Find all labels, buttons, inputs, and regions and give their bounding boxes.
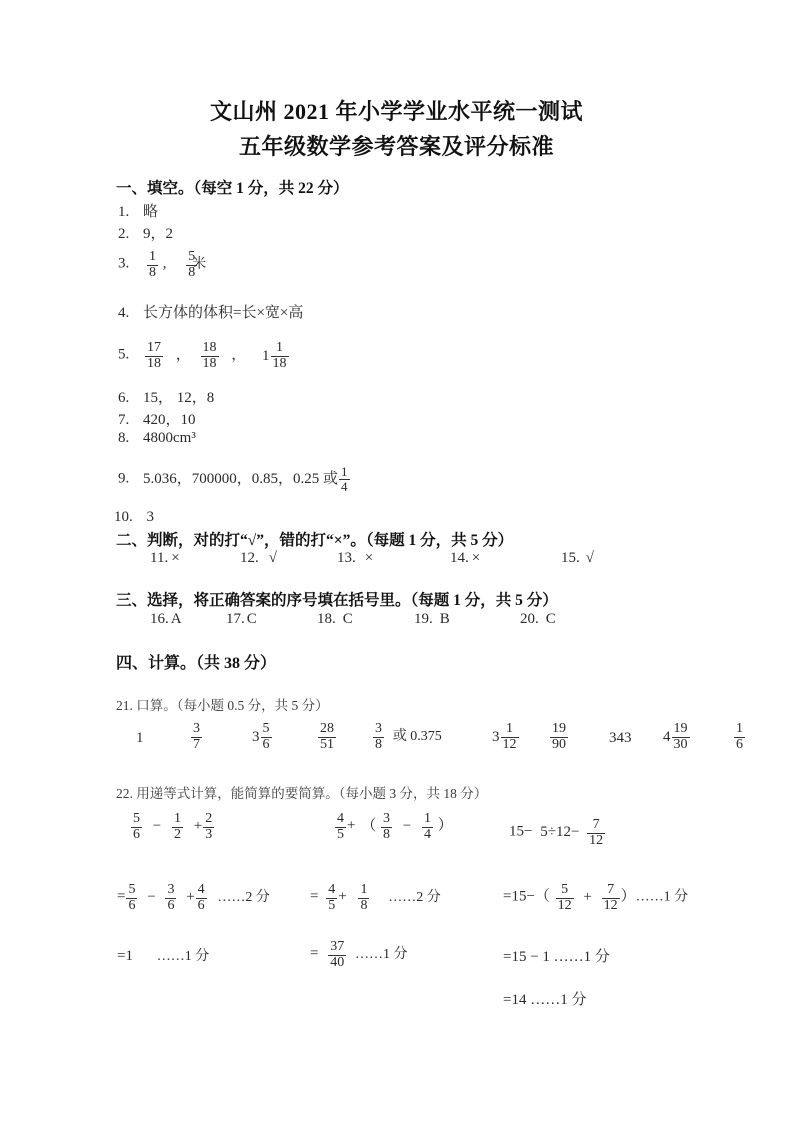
fill-in-item-7 <box>118 408 196 429</box>
fraction-denominator: 18 <box>147 355 161 371</box>
fill-in-item-6 <box>118 386 214 407</box>
answer-mark: × <box>171 550 180 566</box>
mixed-fraction-part <box>271 341 289 372</box>
fill-in-item-5-number: 5. <box>118 346 130 363</box>
fraction-denominator: 2 <box>173 826 181 842</box>
mixed-number-three-and-one-twelfth <box>492 722 520 753</box>
fraction-denominator: 8 <box>149 264 156 280</box>
fill-in-item-4-answer: 长方体的体积=长×宽×高 <box>143 305 304 321</box>
fraction-denominator: 6 <box>128 897 136 913</box>
fraction-numerator: 19 <box>552 721 566 736</box>
fraction-denominator: 8 <box>188 264 196 280</box>
fraction-numerator: 4 <box>328 882 336 897</box>
mixed-whole-part: 1 <box>262 348 270 365</box>
fraction-denominator: 5 <box>328 897 336 913</box>
fraction-numerator: 3 <box>382 811 390 826</box>
fraction-numerator: 5 <box>128 882 136 897</box>
fraction-two-thirds <box>203 812 214 843</box>
fill-in-item-3-number: 3. <box>118 255 130 272</box>
fraction-numerator: 1 <box>173 811 181 826</box>
fraction-denominator: 6 <box>167 897 175 913</box>
answer-number: 18. <box>317 611 336 627</box>
page-title-line-1: 文山州 2021 年小学学业水平统一测试 <box>209 99 583 124</box>
operand-five-divided-twelve-minus: 5÷12− <box>540 823 580 840</box>
fraction-thirty-seven-fortieths <box>328 940 346 971</box>
fill-in-item-9 <box>118 465 351 494</box>
result-line: =15 − 1 ……1 分 <box>503 949 610 965</box>
mixed-fraction-part <box>261 722 272 753</box>
answer-value: 343 <box>609 730 632 746</box>
fraction-denominator: 3 <box>205 826 213 842</box>
fill-in-item-1 <box>118 200 158 221</box>
fraction-numerator: 7 <box>587 818 605 834</box>
fill-in-item-8 <box>118 430 196 447</box>
fraction-three-sevenths <box>191 722 202 753</box>
mixed-whole-part: 4 <box>663 729 671 746</box>
answer-number: 12. <box>240 550 259 566</box>
q22-col3-line1 <box>509 818 606 849</box>
fraction-denominator: 18 <box>272 355 287 371</box>
section-heading-fill-in: 一、填空。（每空 1 分，共 22 分） <box>116 180 349 197</box>
operand-fifteen-minus: 15− <box>509 823 533 840</box>
q22-col3-line4 <box>503 988 586 1009</box>
fraction-numerator: 1 <box>271 341 289 357</box>
fraction-numerator: 1 <box>736 721 743 736</box>
fraction-numerator: 7 <box>602 883 620 899</box>
fill-in-item-8-number: 8. <box>118 430 130 446</box>
fraction-denominator: 40 <box>330 954 345 970</box>
fill-in-item-4 <box>118 301 303 322</box>
fraction-denominator: 6 <box>197 897 205 913</box>
fraction-three-eighths <box>373 722 384 753</box>
fill-in-item-3 <box>118 250 206 281</box>
fraction-twenty-eight-fifty-firsts <box>318 722 336 753</box>
answer-choice: C <box>545 611 556 627</box>
fill-in-item-5 <box>118 341 290 372</box>
operator-plus: + <box>193 817 203 834</box>
equals-sign: = <box>117 888 126 905</box>
fill-in-item-1-answer: 略 <box>143 204 159 220</box>
fraction-numerator: 1 <box>360 882 368 897</box>
fraction-numerator: 3 <box>193 721 200 736</box>
q21-answer-3 <box>252 722 273 753</box>
fraction-denominator: 8 <box>375 736 382 752</box>
page-title-line-2: 五年级数学参考答案及评分标准 <box>238 134 554 159</box>
fraction-numerator: 5 <box>262 721 270 736</box>
fill-in-item-2-number: 2. <box>118 226 130 242</box>
fill-in-item-10-number: 10. <box>114 509 133 525</box>
true-false-answer-15 <box>561 550 594 567</box>
choice-answer-20 <box>520 611 556 628</box>
fraction-denominator: 12 <box>557 897 572 913</box>
operator-minus: − <box>152 817 162 834</box>
fraction-numerator: 2 <box>205 811 213 826</box>
operator-minus: − <box>402 817 412 834</box>
fraction-denominator: 12 <box>502 736 517 752</box>
mixed-number-four-and-nineteen-thirtieths <box>663 722 691 753</box>
fraction-denominator: 7 <box>193 736 200 752</box>
choice-answer-19 <box>414 611 450 628</box>
fraction-denominator: 6 <box>133 826 140 842</box>
fraction-numerator: 17 <box>147 340 161 355</box>
q22-col3-line3 <box>503 945 610 966</box>
q22-col1-line3 <box>117 945 209 965</box>
mixed-whole-part: 3 <box>492 729 500 746</box>
answer-number: 19. <box>414 611 433 627</box>
q21-answer-2 <box>190 722 203 753</box>
expression-prefix: =15−（ <box>503 888 550 905</box>
fill-in-item-4-number: 4. <box>118 305 130 321</box>
q21-answer-6 <box>492 722 520 753</box>
fraction-denominator: 30 <box>673 736 688 752</box>
fraction-seven-twelfths <box>602 883 620 914</box>
question-22-label: 22. 用递等式计算，能简算的要简算。（每小题 3 分，共 18 分） <box>116 786 488 801</box>
fraction-nineteen-ninetieths <box>550 722 568 753</box>
score-annotation: ……2 分 <box>217 889 270 905</box>
fraction-four-fifths <box>326 883 337 914</box>
fraction-one-quarter <box>422 812 433 843</box>
fraction-numerator: 37 <box>330 939 345 954</box>
fill-in-item-10 <box>114 509 154 526</box>
result-line: =14 ……1 分 <box>503 992 587 1008</box>
fraction-four-sixths <box>196 883 207 914</box>
answer-choice: B <box>439 611 450 627</box>
fraction-denominator: 8 <box>382 826 390 842</box>
fill-in-item-2 <box>118 222 173 243</box>
q22-col2-line1 <box>334 812 453 843</box>
fraction-eighteen-eighteenths <box>201 341 219 372</box>
fraction-seven-twelfths <box>587 818 605 849</box>
fraction-numerator: 28 <box>320 721 334 736</box>
q22-col1-line1 <box>130 812 215 843</box>
mixed-number-one-and-one-eighteenth <box>262 341 290 372</box>
mixed-fraction-part <box>672 722 690 753</box>
fraction-numerator: 5 <box>188 249 196 264</box>
operator-plus: + <box>583 888 592 905</box>
q22-col2-line2 <box>310 883 441 914</box>
fraction-denominator: 51 <box>320 736 334 752</box>
fill-in-item-6-answer: 15， 12，8 <box>143 390 215 406</box>
fraction-one-quarter <box>339 465 350 494</box>
fraction-denominator: 4 <box>341 478 348 494</box>
section-heading-choice: 三、选择，将正确答案的序号填在括号里。（每题 1 分，共 5 分） <box>116 592 558 609</box>
fraction-numerator: 4 <box>337 811 344 826</box>
right-parenthesis: ） <box>437 817 453 834</box>
fraction-numerator: 1 <box>341 464 348 479</box>
fraction-five-sixths <box>126 883 137 914</box>
true-false-answer-14 <box>450 550 480 567</box>
fill-in-item-2-answer: 9，2 <box>143 226 174 242</box>
q21-answer-1 <box>136 730 144 747</box>
fraction-denominator: 4 <box>423 826 431 842</box>
q22-col3-line2 <box>503 883 688 914</box>
left-parenthesis: （ <box>361 817 377 834</box>
fill-in-item-6-number: 6. <box>118 390 130 406</box>
fraction-four-fifths <box>335 812 346 843</box>
operator-minus: − <box>147 888 156 905</box>
fraction-three-eighths <box>381 812 392 843</box>
score-annotation: ……1 分 <box>635 889 689 905</box>
fraction-numerator: 5 <box>133 811 140 826</box>
q21-answer-5-alternative: 或 0.375 <box>392 728 442 744</box>
choice-answer-18 <box>317 611 353 628</box>
answer-choice: C <box>342 611 353 627</box>
fraction-numerator: 3 <box>167 882 175 897</box>
fraction-numerator: 5 <box>556 883 574 899</box>
choice-answer-16 <box>150 611 182 628</box>
fraction-denominator: 5 <box>337 826 344 842</box>
fill-in-item-5-separator-1: ， <box>175 346 191 363</box>
operator-plus: + <box>338 888 347 905</box>
answer-number: 15. <box>561 550 580 566</box>
fill-in-item-10-answer: 3 <box>146 509 154 525</box>
fraction-one-eighth <box>358 883 369 914</box>
true-false-answer-12 <box>240 550 277 567</box>
mixed-number-three-and-five-sixths <box>252 722 273 753</box>
fraction-numerator: 19 <box>673 721 688 736</box>
fraction-three-sixths <box>165 883 176 914</box>
equals-sign: = <box>310 945 319 962</box>
fill-in-item-9-number: 9. <box>118 470 130 487</box>
equals-sign: = <box>310 888 319 905</box>
fraction-one-half <box>172 812 183 843</box>
answer-number: 17. <box>226 611 245 627</box>
fraction-one-eighth <box>147 250 158 281</box>
fraction-numerator: 1 <box>149 249 156 264</box>
result-value: =1 <box>117 948 133 964</box>
unit-meter: 米 <box>192 256 207 272</box>
fraction-numerator: 3 <box>375 721 382 736</box>
q21-answer-8 <box>609 730 632 747</box>
fraction-denominator: 18 <box>202 355 217 371</box>
fraction-numerator: 1 <box>501 722 519 738</box>
operator-plus: + <box>186 888 195 905</box>
fill-in-item-8-answer: 4800cm³ <box>143 430 196 446</box>
answer-mark: × <box>471 550 481 566</box>
answer-number: 14. <box>450 550 469 566</box>
q21-answer-9 <box>663 722 691 753</box>
fraction-denominator: 12 <box>589 832 604 848</box>
answer-number: 11. <box>150 550 169 566</box>
fraction-numerator: 1 <box>423 811 431 826</box>
answer-value: 1 <box>136 730 144 746</box>
fraction-one-sixth <box>734 722 745 753</box>
true-false-answer-11 <box>150 550 180 567</box>
fraction-denominator: 90 <box>552 736 566 752</box>
answer-number: 20. <box>520 611 539 627</box>
fraction-five-twelfths <box>556 883 574 914</box>
score-annotation: ……1 分 <box>156 949 210 964</box>
fraction-five-sixths <box>131 812 142 843</box>
answer-choice: A <box>170 611 182 627</box>
choice-answer-17 <box>226 611 257 628</box>
fill-in-item-5-separator-2: ， <box>231 346 247 363</box>
fraction-denominator: 12 <box>603 897 618 913</box>
answer-mark: √ <box>585 550 594 566</box>
q21-answer-10 <box>733 722 746 753</box>
fraction-numerator: 4 <box>197 882 205 897</box>
fill-in-item-3-separator: , <box>162 255 167 272</box>
true-false-answer-13 <box>337 550 373 567</box>
right-parenthesis: ） <box>620 888 636 905</box>
fill-in-item-7-answer: 420，10 <box>143 412 196 428</box>
answer-mark: √ <box>268 550 277 566</box>
score-annotation: ……2 分 <box>388 889 441 905</box>
section-heading-true-false: 二、判断，对的打“√”，错的打“×”。（每题 1 分，共 5 分） <box>116 532 514 549</box>
answer-number: 16. <box>150 611 169 627</box>
fraction-denominator: 6 <box>262 736 270 752</box>
question-21-label: 21. 口算。（每小题 0.5 分，共 5 分） <box>116 698 329 713</box>
q21-answer-4 <box>317 722 337 753</box>
fill-in-item-1-number: 1. <box>118 204 130 220</box>
score-annotation: ……1 分 <box>354 946 408 962</box>
fraction-numerator: 18 <box>202 340 217 355</box>
section-heading-calculation: 四、计算。（共 38 分） <box>116 655 277 672</box>
mixed-fraction-part <box>501 722 519 753</box>
fraction-denominator: 6 <box>736 736 743 752</box>
q21-answer-7 <box>549 722 569 753</box>
answer-mark: × <box>364 550 374 566</box>
fill-in-item-7-number: 7. <box>118 412 130 428</box>
mixed-whole-part: 3 <box>252 729 260 746</box>
answer-choice: C <box>246 611 257 627</box>
q22-col1-line2 <box>117 883 270 914</box>
q22-col2-line3 <box>310 940 407 971</box>
q21-answer-5 <box>372 722 442 753</box>
fraction-denominator: 8 <box>360 897 368 913</box>
operator-plus: + <box>347 817 356 834</box>
fill-in-item-9-text: 5.036，700000，0.85，0.25 或 <box>143 470 339 487</box>
answer-number: 13. <box>337 550 356 566</box>
fraction-seventeen-eighteenths <box>145 341 163 372</box>
